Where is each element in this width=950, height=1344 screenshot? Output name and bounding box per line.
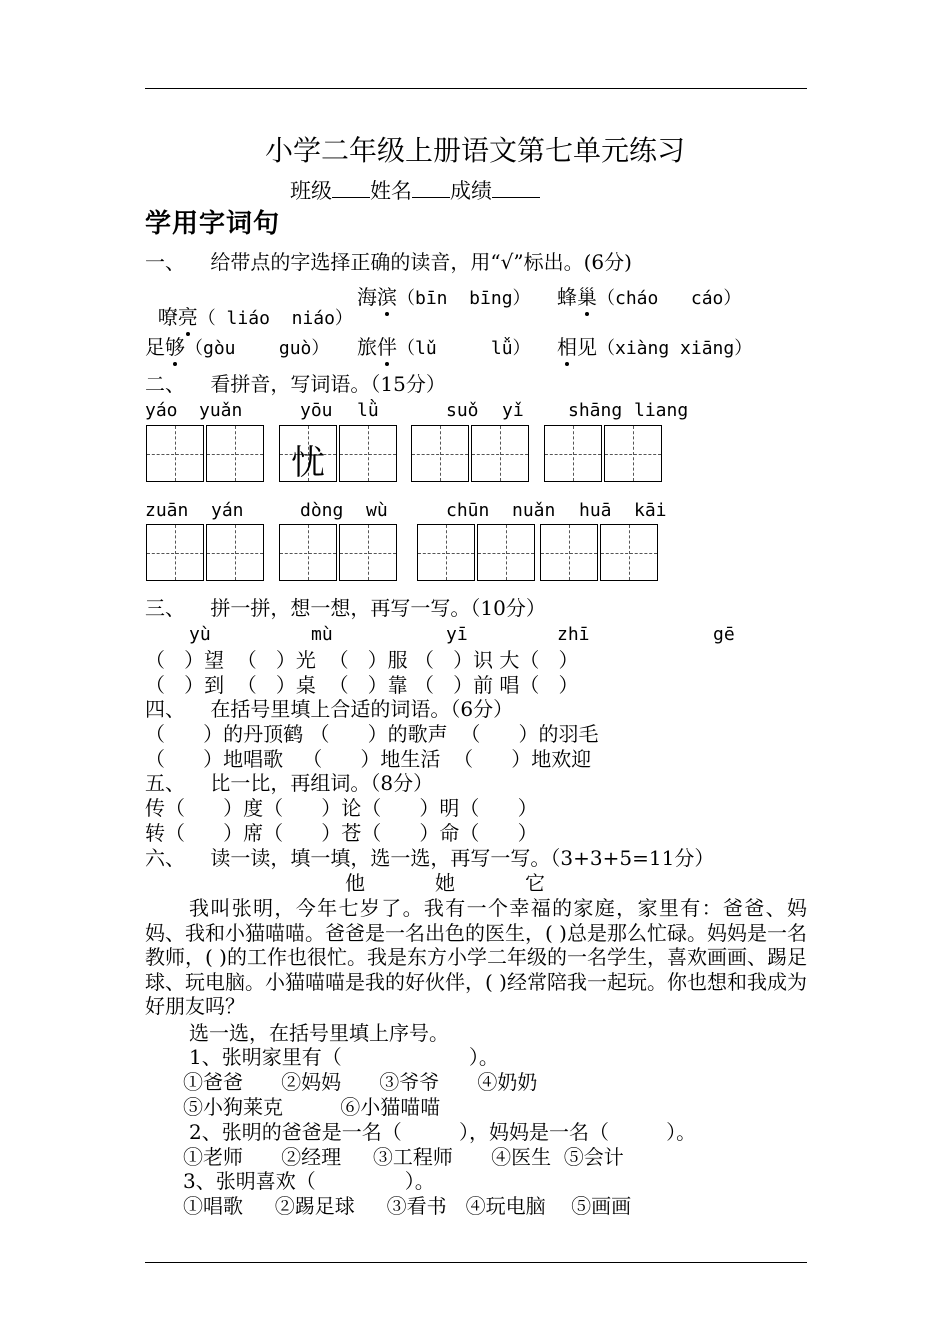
- pinyin-label: yī: [446, 624, 468, 645]
- pinyin-options[interactable]: （xiàng xiāng）: [597, 338, 753, 359]
- dotted-char: 够: [165, 335, 185, 359]
- writing-box[interactable]: [206, 524, 264, 581]
- q6-sub-question[interactable]: 2、张明的爸爸是一名（ ），妈妈是一名（ ）。: [189, 1120, 697, 1144]
- pinyin-label: chūn: [446, 500, 490, 521]
- writing-box[interactable]: [544, 425, 602, 482]
- pinyin-label: huā: [579, 500, 612, 521]
- writing-box[interactable]: [477, 524, 535, 581]
- name-blank[interactable]: [412, 177, 450, 198]
- q1-row1: [145, 287, 353, 328]
- writing-box[interactable]: [146, 425, 204, 482]
- score-label: 成绩: [450, 179, 492, 203]
- dotted-char: 巢: [577, 285, 597, 309]
- pinyin-label: liang: [634, 400, 689, 421]
- q3-prompt: 三、 拼一拼，想一想，再写一写。（10分）: [145, 596, 546, 620]
- q6-instruction: 选一选，在括号里填上序号。: [189, 1021, 449, 1045]
- pronoun-option: 它: [525, 871, 545, 895]
- writing-box[interactable]: [600, 524, 658, 581]
- q6-sub-question[interactable]: 1、张明家里有（ ）。: [189, 1045, 499, 1069]
- q6-options: ①老师 ②经理 ③工程师 ④医生 ⑤会计: [183, 1145, 624, 1169]
- q5-line[interactable]: 传（ ）度（ ）论（ ）明（ ）: [145, 796, 538, 820]
- pinyin-label: mù: [311, 624, 333, 645]
- q5-prompt: 五、 比一比，再组词。（8分）: [145, 771, 434, 795]
- writing-box[interactable]: [604, 425, 662, 482]
- reading-passage: [145, 896, 807, 1019]
- writing-box[interactable]: [339, 524, 397, 581]
- writing-box[interactable]: [411, 425, 469, 482]
- top-rule: [145, 88, 807, 89]
- pinyin-label: dòng: [300, 500, 344, 521]
- section-heading: 学用字词句: [145, 209, 281, 239]
- pinyin-label: yáo: [145, 400, 178, 421]
- pinyin-label: yán: [211, 500, 244, 521]
- q1-item: 足够（gòu guò）: [145, 335, 330, 359]
- pronoun-option: 他: [345, 871, 365, 895]
- passage-text: 我叫张明，今年七岁了。我有一个幸福的家庭，家里有：爸爸、妈妈、我和小猫喵喵。爸爸是一名出色的医生，( )总是那么忙碌。妈妈是一名教师，( )的工作也很忙。我是东方小学二年级的一名学生，喜欢画画、踢足球、玩电脑。小猫喵喵是我的好伙伴，( )经常陪我一起玩。你也想和我成为好朋友吗？: [145, 896, 807, 1018]
- pinyin-label: nuǎn: [512, 500, 556, 521]
- writing-box[interactable]: [417, 524, 475, 581]
- dotted-char: 滨: [377, 285, 397, 309]
- dotted-char: 伴: [377, 335, 397, 359]
- pinyin-label: yǐ: [502, 400, 524, 421]
- q6-options: ⑤小狗莱克 ⑥小猫喵喵: [183, 1095, 441, 1119]
- name-label: 姓名: [370, 179, 412, 203]
- pinyin-label: kāi: [634, 500, 667, 521]
- q1-prompt: 一、 给带点的字选择正确的读音，用“√”标出。(6分): [145, 250, 632, 274]
- bottom-rule: [145, 1262, 807, 1263]
- writing-box[interactable]: [540, 524, 598, 581]
- dotted-char: 亮: [177, 305, 198, 329]
- pinyin-options[interactable]: （ liáo niáo）: [197, 308, 353, 329]
- pinyin-label: gē: [713, 624, 735, 645]
- q4-line[interactable]: （ ）的丹顶鹤 （ ）的歌声 （ ）的羽毛: [145, 722, 599, 746]
- q6-options: ①爸爸 ②妈妈 ③爷爷 ④奶奶: [183, 1070, 538, 1094]
- pinyin-label: wù: [366, 500, 388, 521]
- score-blank[interactable]: [492, 177, 540, 198]
- pronoun-option: 她: [435, 871, 455, 895]
- q1-item: 旅伴（lǔ lǚ）: [357, 335, 531, 359]
- pinyin-options[interactable]: （lǔ lǚ）: [397, 338, 531, 359]
- pinyin-label: yuǎn: [199, 400, 243, 421]
- pinyin-options[interactable]: （cháo cáo）: [597, 288, 742, 309]
- q1-item: 嘹亮（ liáo niáo）: [157, 305, 353, 329]
- writing-box[interactable]: [279, 524, 337, 581]
- pinyin-label: zhī: [557, 624, 590, 645]
- q6-options: ①唱歌 ②踢足球 ③看书 ④玩电脑 ⑤画画: [183, 1194, 632, 1218]
- pinyin-label: zuān: [145, 500, 189, 521]
- dotted-char: 相: [557, 335, 577, 359]
- q1-item: 蜂巢（cháo cáo）: [557, 285, 742, 309]
- q3-line[interactable]: （ ）望 （ ）光 （ ）服 （ ）识 大（ ）: [145, 648, 579, 672]
- pinyin-label: suǒ: [446, 400, 479, 421]
- q1-item: 相见（xiàng xiāng）: [557, 335, 753, 359]
- q2-prompt: 二、 看拼音，写词语。（15分）: [145, 372, 446, 396]
- pinyin-label: shāng: [568, 400, 623, 421]
- q4-line[interactable]: （ ）地唱歌 （ ）地生活 （ ）地欢迎: [145, 747, 592, 771]
- pinyin-label: lǜ: [357, 400, 379, 421]
- q6-sub-question[interactable]: 3、张明喜欢（ ）。: [183, 1169, 435, 1193]
- pinyin-options[interactable]: （gòu guò）: [185, 338, 330, 359]
- writing-box[interactable]: [146, 524, 204, 581]
- class-label: 班级: [290, 179, 332, 203]
- q6-prompt: 六、 读一读，填一填，选一选，再写一写。（3+3+5=11分）: [145, 846, 715, 870]
- writing-box[interactable]: [339, 425, 397, 482]
- q1-item: 海滨（bīn bīng）: [357, 285, 531, 309]
- q4-prompt: 四、 在括号里填上合适的词语。（6分）: [145, 697, 514, 721]
- writing-box[interactable]: [279, 425, 337, 482]
- pinyin-label: yōu: [300, 400, 333, 421]
- q3-line[interactable]: （ ）到 （ ）桌 （ ）靠 （ ）前 唱（ ）: [145, 673, 579, 697]
- pinyin-label: yù: [189, 624, 211, 645]
- page-title: 小学二年级上册语文第七单元练习: [264, 134, 685, 167]
- writing-box[interactable]: [206, 425, 264, 482]
- class-blank[interactable]: [332, 177, 370, 198]
- writing-box[interactable]: [471, 425, 529, 482]
- pinyin-options[interactable]: （bīn bīng）: [397, 288, 531, 309]
- student-info-line: [290, 177, 540, 202]
- example-char: 忧: [291, 443, 325, 483]
- q5-line[interactable]: 转（ ）席（ ）苍（ ）命（ ）: [145, 821, 538, 845]
